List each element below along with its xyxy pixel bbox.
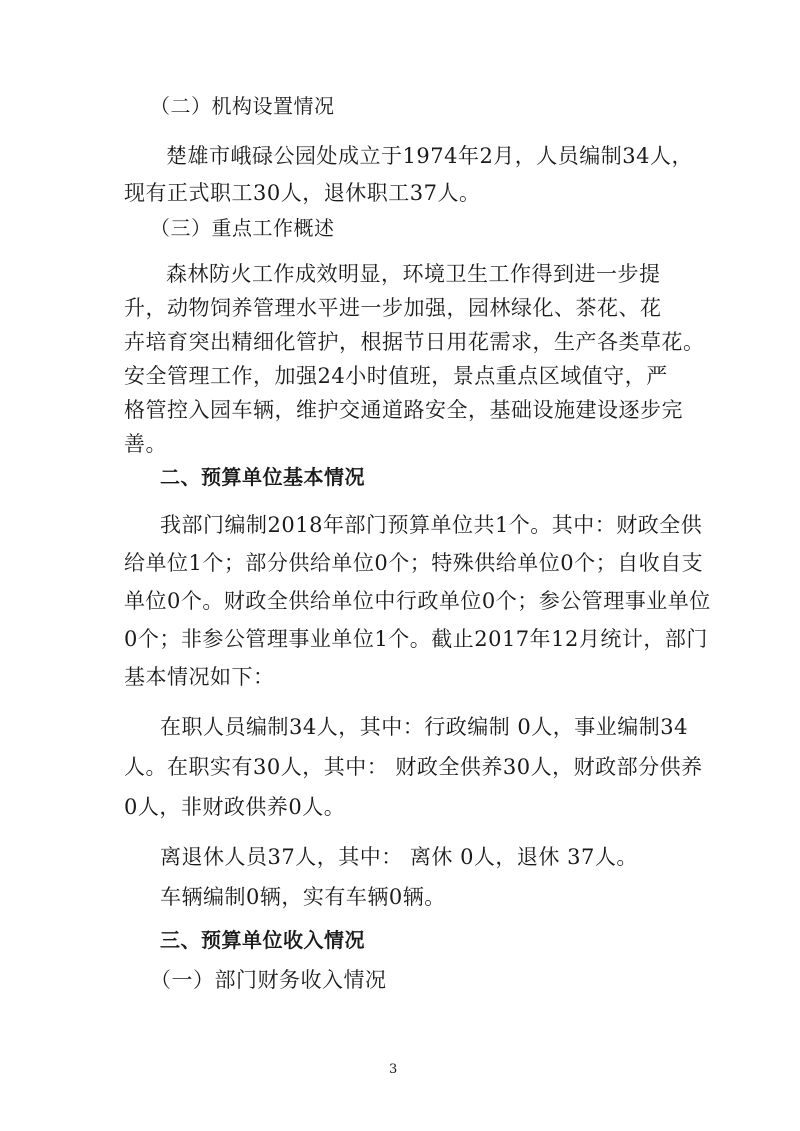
section-heading-budget-units: 二、预算单位基本情况 — [160, 465, 365, 489]
paragraph-line: 善。 — [124, 432, 167, 456]
paragraph-line: 格管控入园车辆，维护交通道路安全，基础设施建设逐步完 — [124, 398, 683, 422]
heading-institution-setup: （二）机构设置情况 — [150, 94, 335, 118]
paragraph-line: 0人，非财政供养0人。 — [124, 795, 346, 819]
paragraph-line: 0个；非参公管理事业单位1个。截止2017年12月统计，部门 — [124, 627, 708, 651]
paragraph-line: 现有正式职工30人，退休职工37人。 — [124, 181, 481, 205]
paragraph-line: 人。在职实有30人，其中： 财政全供养30人，财政部分供养 — [124, 755, 703, 779]
paragraph-line: 基本情况如下： — [124, 665, 275, 689]
paragraph-line: 我部门编制2018年部门预算单位共1个。其中：财政全供 — [160, 513, 703, 537]
paragraph-line: 森林防火工作成效明显，环境卫生工作得到进一步提 — [166, 262, 661, 286]
page-number: 3 — [389, 1062, 398, 1077]
paragraph-line: 在职人员编制34人，其中：行政编制 0人，事业编制34 — [160, 715, 688, 739]
heading-key-work: （三）重点工作概述 — [150, 216, 335, 240]
paragraph-line: 车辆编制0辆，实有车辆0辆。 — [160, 885, 446, 909]
paragraph-line: 卉培育突出精细化管护，根据节日用花需求，生产各类草花。 — [124, 330, 705, 354]
paragraph-line: 升，动物饲养管理水平进一步加强，园林绿化、茶花、花 — [124, 296, 662, 320]
section-heading-budget-income: 三、预算单位收入情况 — [160, 928, 365, 952]
paragraph-line: 单位0个。财政全供给单位中行政单位0个；参公管理事业单位 — [124, 589, 711, 613]
paragraph-line: 楚雄市峨碌公园处成立于1974年2月，人员编制34人， — [166, 144, 694, 168]
paragraph-line: 安全管理工作，加强24小时值班，景点重点区域值守，严 — [124, 364, 668, 388]
subheading-financial-income: （一）部门财务收入情况 — [150, 968, 387, 992]
paragraph-line: 离退休人员37人，其中： 离休 0人，退休 37人。 — [160, 845, 638, 869]
paragraph-line: 给单位1个；部分供给单位0个；特殊供给单位0个；自收自支 — [124, 551, 704, 575]
